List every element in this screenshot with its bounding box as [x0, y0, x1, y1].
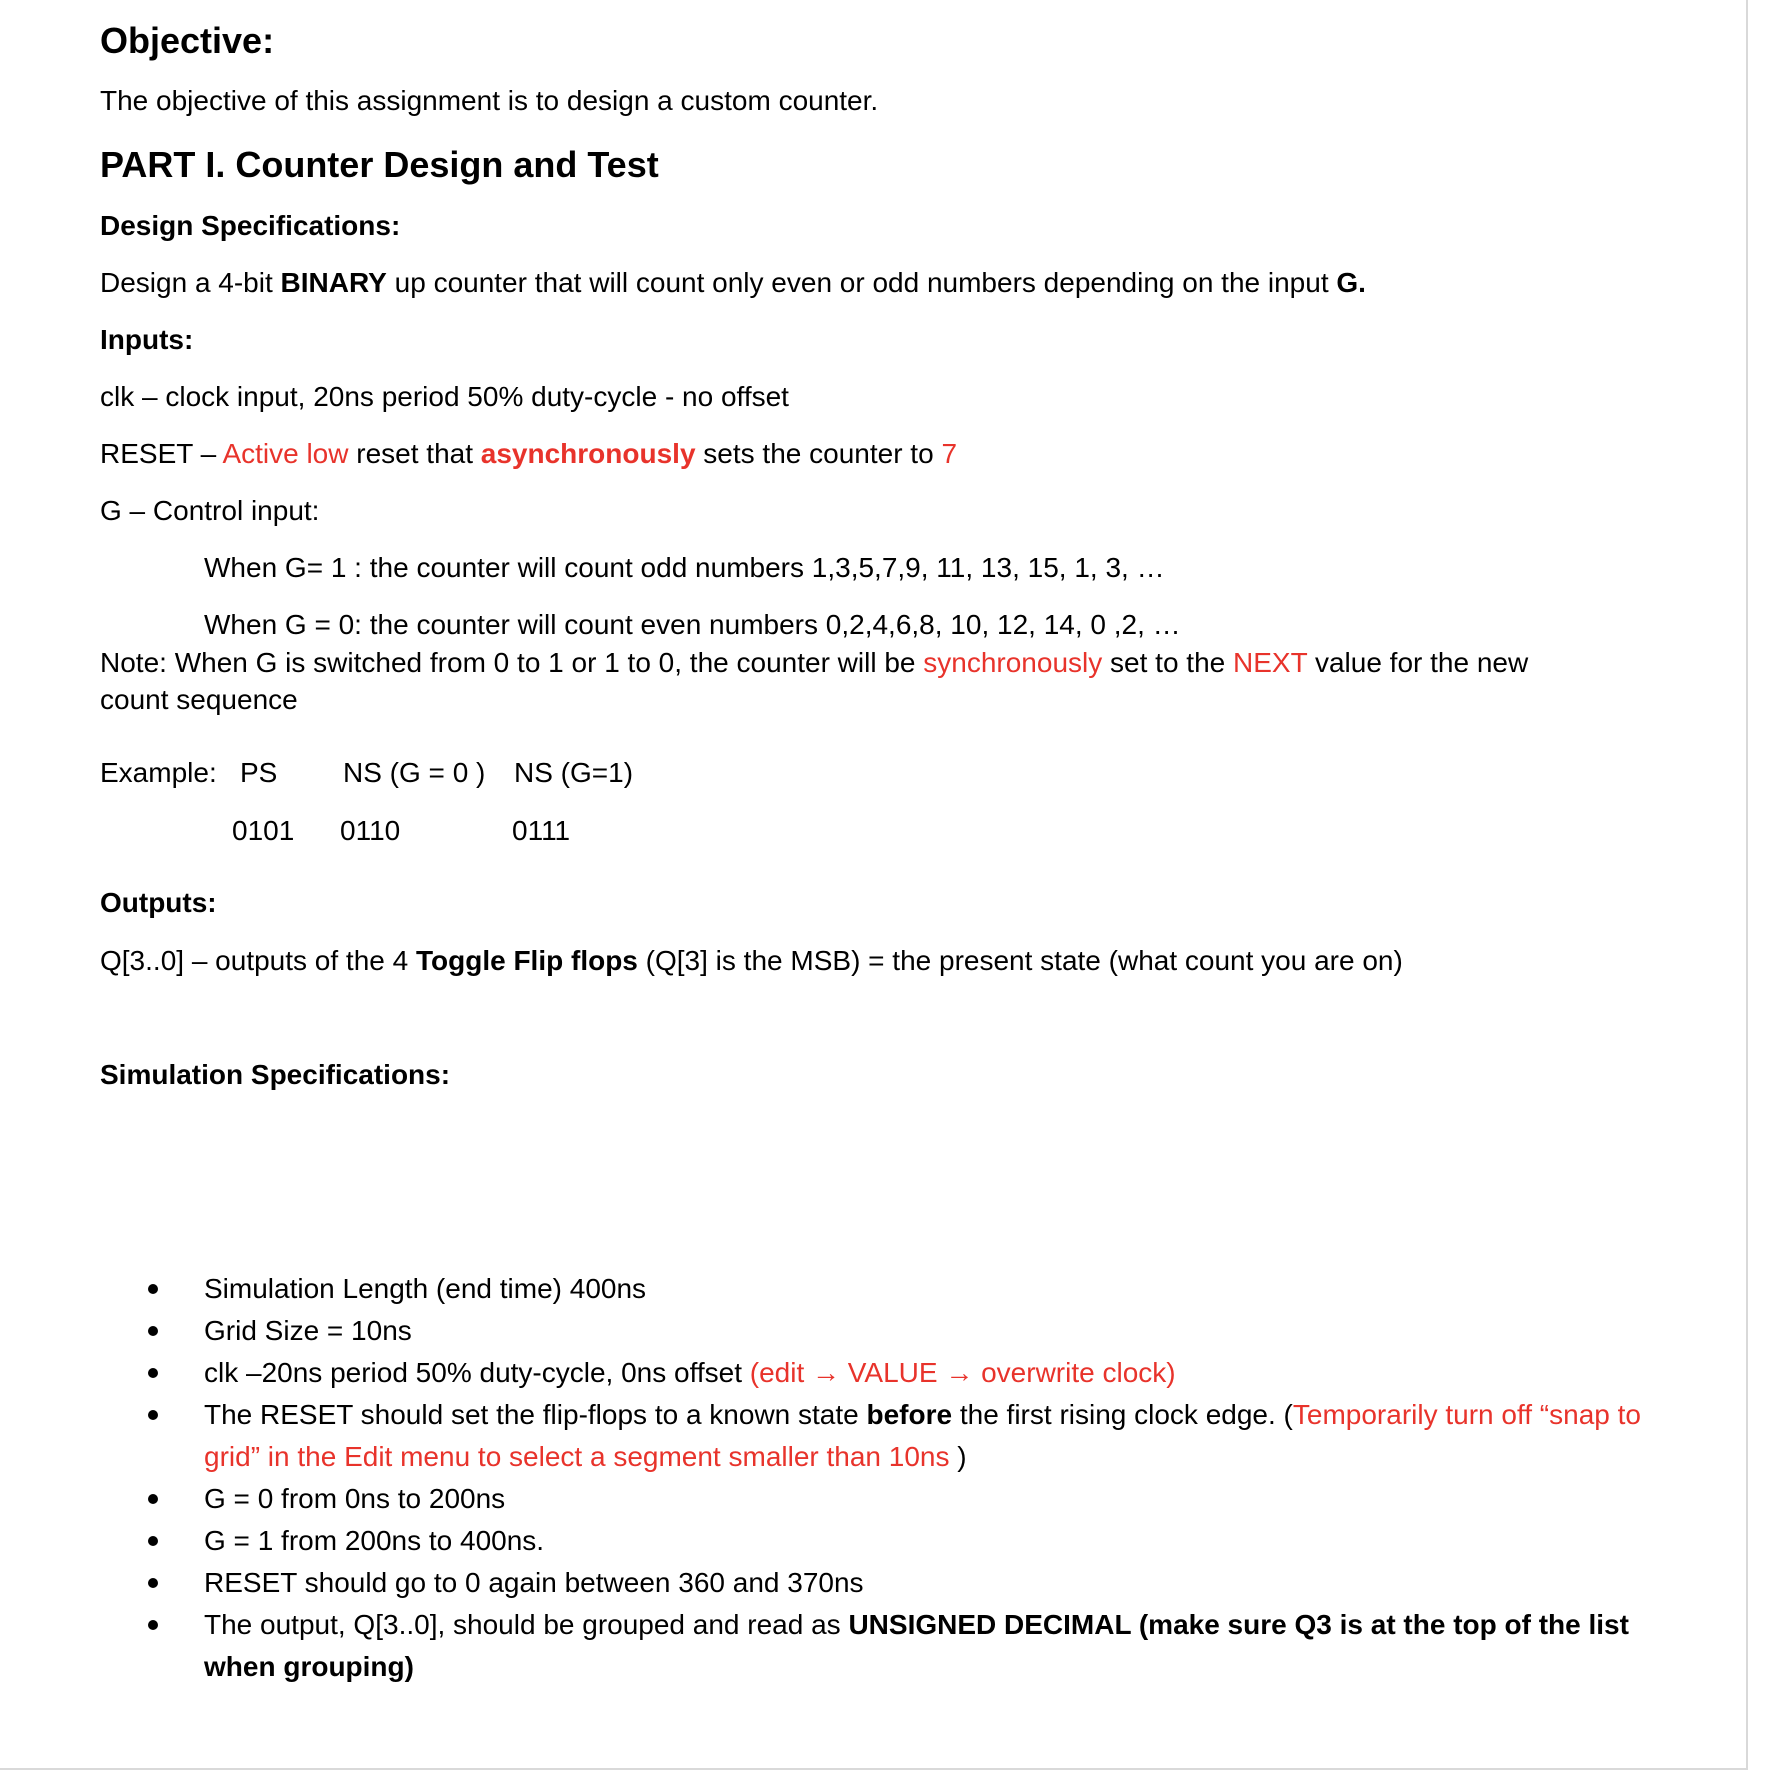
inputs-heading: Inputs: [100, 324, 194, 355]
objective-heading: Objective: [100, 20, 275, 61]
bullet-text-red: (edit → VALUE → overwrite clock) [749, 1357, 1176, 1388]
example-header-ps: PS [240, 757, 278, 788]
note-next: NEXT [1233, 647, 1308, 678]
design-specs-heading: Design Specifications: [100, 210, 401, 241]
list-item [140, 1310, 1670, 1352]
outputs-toggle-flip-flops: Toggle Flip flops [415, 945, 638, 976]
note-synchronously: synchronously [923, 647, 1103, 678]
list-item [140, 1604, 1670, 1688]
list-item [140, 1520, 1670, 1562]
outputs-text [100, 944, 1403, 978]
reset-active-low: Active low [222, 438, 349, 469]
note-text [100, 646, 1528, 680]
note-e: value for the new [1307, 647, 1529, 678]
reset-c: reset that [348, 438, 481, 469]
bullet-icon [148, 1368, 158, 1378]
example-value-ns-g0: 0110 [340, 815, 401, 846]
bullet-text: ) [949, 1441, 967, 1472]
list-item [140, 1394, 1670, 1478]
example-label: Example: [100, 757, 217, 788]
reset-input-text [100, 437, 957, 471]
design-text-a: Design a 4-bit [100, 267, 281, 298]
reset-a: RESET – [100, 438, 223, 469]
outputs-a: Q[3..0] – outputs of the 4 [100, 945, 416, 976]
bullet-text: RESET should go to 0 again between 360 and 370ns [204, 1567, 864, 1598]
bullet-icon [148, 1284, 158, 1294]
bullet-icon [148, 1578, 158, 1588]
bullet-text: Simulation Length (end time) 400ns [204, 1273, 647, 1304]
reset-value: 7 [941, 438, 958, 469]
bullet-text-bold: before [866, 1399, 953, 1430]
outputs-heading: Outputs: [100, 887, 217, 918]
bullet-text: G = 0 from 0ns to 200ns [204, 1483, 506, 1514]
list-item [140, 1562, 1670, 1604]
simulation-bullet-list [140, 1268, 1670, 1688]
bullet-text-red: Temporarily turn off “snap to grid” in the Edit menu to select a segment smaller than 10ns [204, 1399, 1641, 1472]
example-header-ns-g0: NS (G = 0 ) [343, 757, 486, 788]
bullet-icon [148, 1620, 158, 1630]
clk-input-text: clk – clock input, 20ns period 50% duty-cycle - no offset [100, 381, 789, 412]
design-text-c: up counter that will count only even or odd numbers depending on the input [386, 267, 1337, 298]
design-text-binary: BINARY [280, 267, 387, 298]
note-text-2: count sequence [100, 684, 298, 715]
bullet-text: the first rising clock edge. ( [952, 1399, 1293, 1430]
reset-asynchronously: asynchronously [480, 438, 696, 469]
outputs-c: (Q[3] is the MSB) = the present state (what count you are on) [637, 945, 1403, 976]
bullet-text: The output, Q[3..0], should be grouped and read as [204, 1609, 849, 1640]
g-control-label: G – Control input: [100, 495, 320, 526]
list-item [140, 1352, 1670, 1394]
bullet-icon [148, 1410, 158, 1420]
list-item [140, 1478, 1670, 1520]
bullet-icon [148, 1536, 158, 1546]
part1-heading: PART I. Counter Design and Test [100, 144, 659, 185]
objective-text: The objective of this assignment is to design a custom counter. [100, 85, 879, 116]
simulation-heading: Simulation Specifications: [100, 1059, 451, 1090]
bullet-icon [148, 1494, 158, 1504]
g1-text: When G= 1 : the counter will count odd numbers 1,3,5,7,9, 11, 13, 15, 1, 3, … [204, 552, 1165, 583]
example-header-ns-g1: NS (G=1) [514, 757, 634, 788]
design-text-g: G. [1336, 267, 1366, 298]
g0-text: When G = 0: the counter will count even numbers 0,2,4,6,8, 10, 12, 14, 0 ,2, … [204, 609, 1181, 640]
bullet-text: Grid Size = 10ns [204, 1315, 412, 1346]
example-value-ps: 0101 [232, 815, 295, 846]
note-c: set to the [1102, 647, 1233, 678]
bullet-text: clk –20ns period 50% duty-cycle, 0ns offset [204, 1357, 750, 1388]
bullet-icon [148, 1326, 158, 1336]
reset-e: sets the counter to [695, 438, 942, 469]
example-value-ns-g1: 0111 [512, 815, 571, 846]
bullet-text-bold: UNSIGNED DECIMAL (make sure Q3 is at the top of the list when grouping) [204, 1609, 1629, 1682]
bullet-text: G = 1 from 200ns to 400ns. [204, 1525, 545, 1556]
note-a: Note: When G is switched from 0 to 1 or 1 to 0, the counter will be [100, 647, 924, 678]
list-item [140, 1268, 1670, 1310]
bullet-text: The RESET should set the flip-flops to a known state [204, 1399, 867, 1430]
design-specs-text [100, 266, 1366, 300]
